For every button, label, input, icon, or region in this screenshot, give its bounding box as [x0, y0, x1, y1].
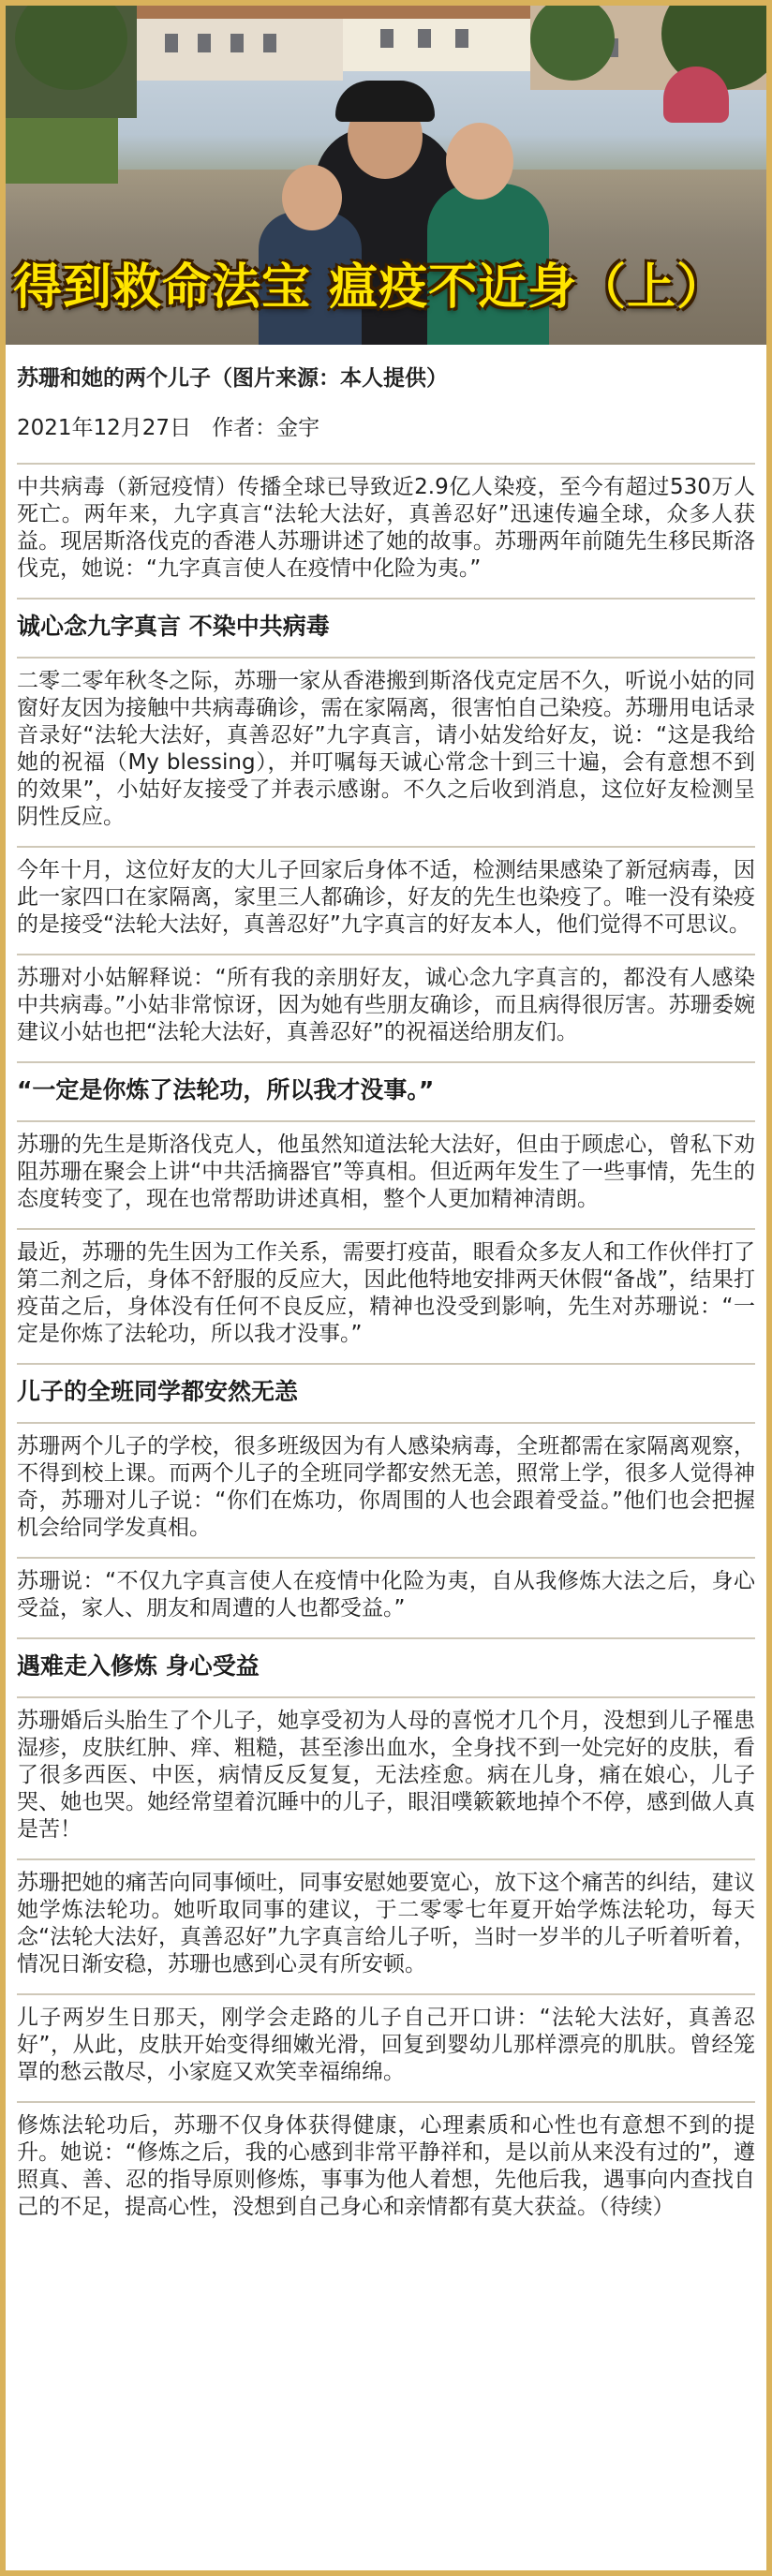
hero-title: 得到救命法宝 瘟疫不近身（上） [13, 259, 727, 316]
paragraph: 苏珊对小姑解释说：“所有我的亲朋好友，诚心念九字真言的，都没有人感染中共病毒。”小姑非常惊讶，因为她有些朋友确诊，而且病得很厉害。苏珊委婉建议小姑也把“法轮大法好，真善忍好”的祝福送给朋友们。 [17, 966, 755, 1044]
section-heading: “一定是你炼了法轮功，所以我才没事。” [17, 1076, 435, 1103]
divider [17, 1637, 755, 1639]
section-heading: 诚心念九字真言 不染中共病毒 [17, 613, 330, 640]
divider [17, 2101, 755, 2103]
article-body [6, 345, 766, 2221]
divider [17, 1858, 755, 1860]
divider [17, 846, 755, 848]
section-heading: 遇难走入修炼 身心受益 [17, 1652, 260, 1680]
divider [17, 1696, 755, 1698]
paragraph: 苏珊两个儿子的学校，很多班级因为有人感染病毒，全班都需在家隔离观察，不得到校上课。而两个儿子的全班同学都安然无恙，照常上学，很多人觉得神奇，苏珊对儿子说：“你们在炼功，你周围的人也会跟着受益。”他们也会把握机会给同学发真相。 [17, 1434, 755, 1540]
lawn [6, 118, 118, 184]
window [230, 34, 244, 52]
article-sheet [6, 6, 766, 2570]
section-heading: 儿子的全班同学都安然无恙 [17, 1378, 299, 1405]
hat [335, 81, 435, 122]
publish-date: 2021年12月27日 [17, 416, 192, 440]
divider [17, 1120, 755, 1122]
hero-photo [6, 6, 766, 345]
divider [17, 1061, 755, 1063]
window [263, 34, 276, 52]
paragraph: 今年十月，这位好友的大儿子回家后身体不适，检测结果感染了新冠病毒，因此一家四口在家隔离，家里三人都确诊，好友的先生也染疫了。唯一没有染疫的是接受“法轮大法好，真善忍好”九字真言的好友本人，他们觉得不可思议。 [17, 858, 755, 937]
paragraph: 苏珊婚后头胎生了个儿子，她享受初为人母的喜悦才几个月，没想到儿子罹患湿疹，皮肤红肿、痒、粗糙，甚至渗出血水，全身找不到一处完好的皮肤，看了很多西医、中医，病情反反复复，无法痊愈。病在儿身，痛在娘心，儿子哭、她也哭。她经常望着沉睡中的儿子，眼泪噗簌簌地掉个不停，感到做人真是苦！ [17, 1709, 755, 1842]
paragraph: 儿子两岁生日那天，刚学会走路的儿子自己开口讲：“法轮大法好，真善忍好”，从此，皮肤开始变得细嫩光滑，回复到婴幼儿那样漂亮的肌肤。曾经笼罩的愁云散尽，小家庭又欢笑幸福绵绵。 [17, 2006, 755, 2084]
article-meta [17, 415, 755, 442]
divider [17, 1993, 755, 1995]
paragraph: 苏珊把她的痛苦向同事倾吐，同事安慰她要宽心，放下这个痛苦的纠结，建议她学炼法轮功。她听取同事的建议，于二零零七年夏开始学炼法轮功，每天念“法轮大法好，真善忍好”九字真言给儿子听，当时一岁半的儿子听着听着，情况日渐安稳，苏珊也感到心灵有所安顿。 [17, 1871, 755, 1976]
person-head [282, 165, 342, 230]
divider [17, 598, 755, 600]
divider [17, 1363, 755, 1365]
window [198, 34, 211, 52]
window [418, 29, 431, 48]
window [455, 29, 468, 48]
author: 作者：金宇 [212, 416, 320, 440]
person-head [446, 123, 513, 200]
paragraph: 二零二零年秋冬之际，苏珊一家从香港搬到斯洛伐克定居不久，听说小姑的同窗好友因为接触中共病毒确诊，需在家隔离，很害怕自己染疫。苏珊用电话录音录好“法轮大法好，真善忍好”九字真言，请小姑发给好友，说：“这是我给她的祝福（My blessing），并叮嘱每天诚心常念十到三十遍，会有意想不到的效果”，小姑好友接受了并表示感谢。不久之后收到消息，这位好友检测呈阴性反应。 [17, 669, 755, 829]
window [380, 29, 393, 48]
divider [17, 1228, 755, 1230]
divider [17, 1557, 755, 1559]
window [165, 34, 178, 52]
intro-paragraph: 中共病毒（新冠疫情）传播全球已导致近2.9亿人染疫，至今有超过530万人死亡。两年来，九字真言“法轮大法好，真善忍好”迅速传遍全球，众多人获益。现居斯洛伐克的香港人苏珊讲述了她的故事。苏珊两年前随先生移民斯洛伐克，她说：“九字真言使人在疫情中化险为夷。” [17, 475, 755, 581]
divider [17, 954, 755, 955]
divider [17, 463, 755, 465]
divider [17, 657, 755, 659]
roof [137, 6, 530, 19]
paragraph: 最近，苏珊的先生因为工作关系，需要打疫苗，眼看众多友人和工作伙伴打了第二剂之后，身体不舒服的反应大，因此他特地安排两天休假“备战”，结果打疫苗之后，身体没有任何不良反应，精神也没受到影响，先生对苏珊说：“一定是你炼了法轮功，所以我才没事。” [17, 1240, 755, 1346]
divider [17, 1422, 755, 1424]
paragraph: 修炼法轮功后，苏珊不仅身体获得健康，心理素质和心性也有意想不到的提升。她说：“修炼之后，我的心感到非常平静祥和，是以前从来没有过的”，遵照真、善、忍的指导原则修炼，事事为他人着想，先他后我，遇事向内查找自己的不足，提高心性，没想到自己身心和亲情都有莫大获益。（待续） [17, 2113, 755, 2219]
paragraph: 苏珊说：“不仅九字真言使人在疫情中化险为夷，自从我修炼大法之后，身心受益，家人、朋友和周遭的人也都受益。” [17, 1569, 755, 1621]
paragraph: 苏珊的先生是斯洛伐克人，他虽然知道法轮大法好，但由于顾虑心，曾私下劝阻苏珊在聚会上讲“中共活摘器官”等真相。但近两年发生了一些事情，先生的态度转变了，现在也常帮助讲述真相，整个人更加精神清朗。 [17, 1133, 755, 1211]
photo-caption: 苏珊和她的两个儿子（图片来源：本人提供） [17, 366, 448, 391]
